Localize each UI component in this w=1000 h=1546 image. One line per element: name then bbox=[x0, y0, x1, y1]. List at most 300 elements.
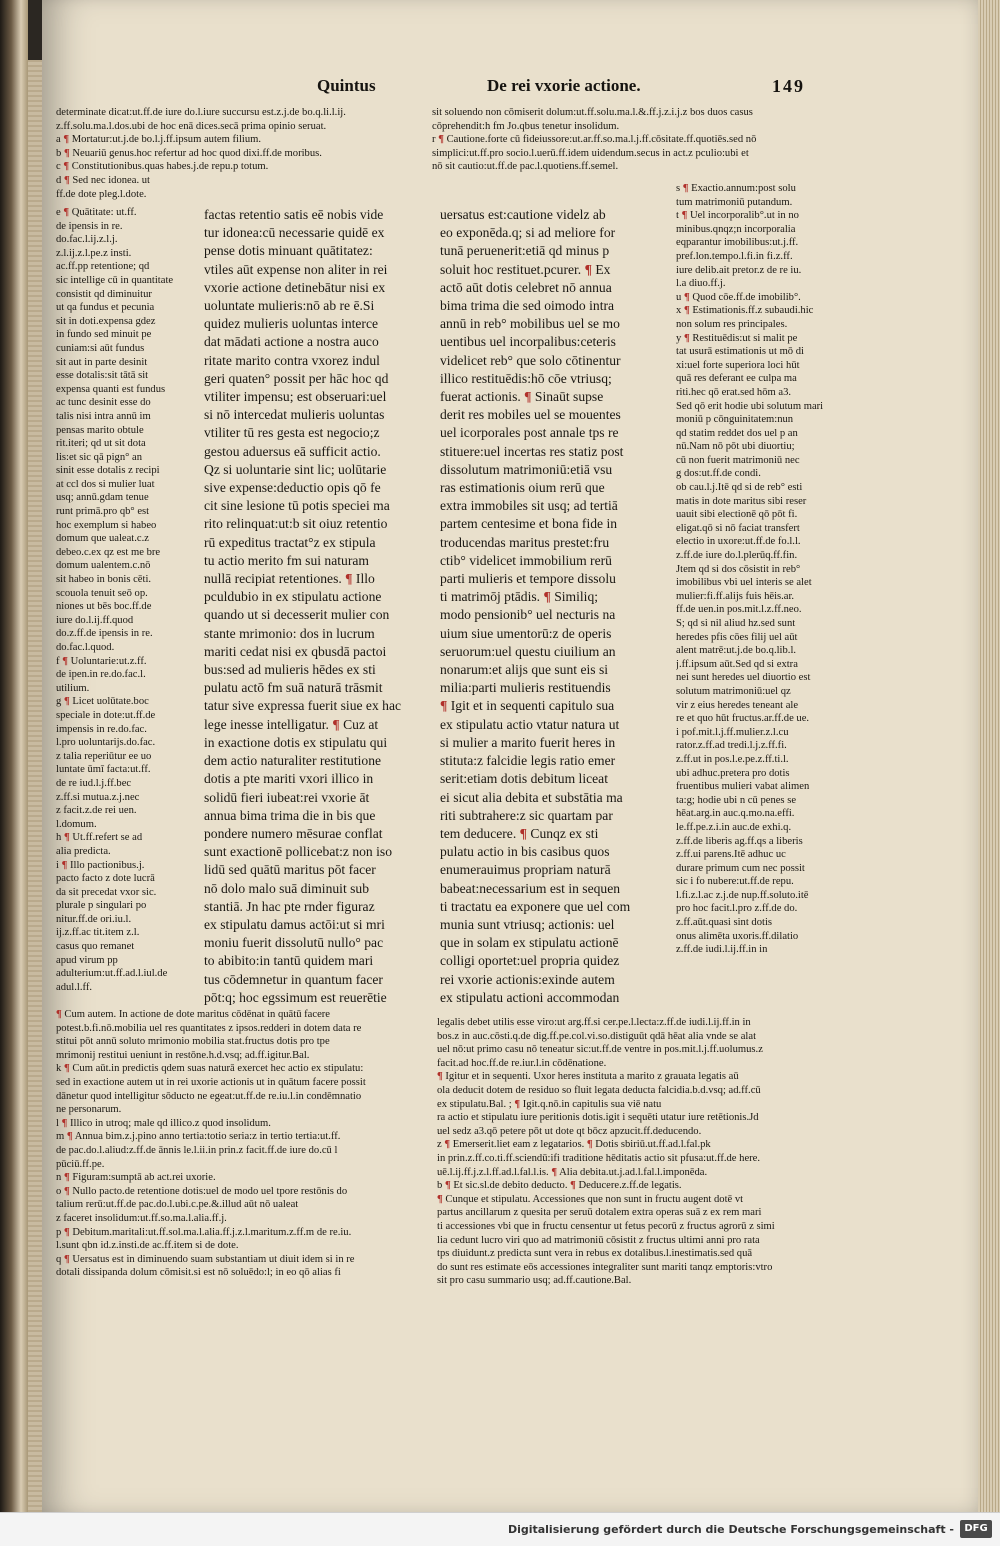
gloss-right-column bbox=[676, 182, 856, 1008]
main-text-line: colligi oportet:uel propria quidez bbox=[440, 953, 620, 969]
gloss-line: potest.b.fi.nō.mobilia uel res quantitates z ipsos.redderi in dotem data re bbox=[56, 1022, 362, 1034]
main-text-line: vxorie actione detinebātur nisi ex bbox=[204, 279, 386, 295]
gloss-line: do.fac.l.ij.z.l.j. bbox=[56, 234, 118, 246]
gloss-line: speciale in dote:ut.ff.de bbox=[56, 709, 156, 721]
gloss-line: i pof.mit.l.j.ff.mulier.z.l.cu bbox=[676, 726, 789, 738]
gloss-line: alent matrē:ut.j.de bo.q.lib.l. bbox=[676, 645, 797, 657]
main-text-line: stantiā. Jn hac pte rnder figuraz bbox=[204, 898, 375, 914]
gloss-line: lia cedunt lucro viri quo ad matrimoniū cōsistit z fructus ultimi anni pro rata bbox=[437, 1234, 760, 1246]
gloss-line: sit in doti.expensa gdez bbox=[56, 315, 156, 327]
gloss-line: casus quo remanet bbox=[56, 941, 135, 953]
gloss-line: de ipen.in re.do.fac.l. bbox=[56, 669, 146, 681]
footer-credit: Digitalisierung gefördert durch die Deutsche Forschungsgemeinschaft - bbox=[507, 1523, 954, 1536]
gloss-line: sed in exactione autem ut in rei uxorie actionis ut in quātum facere possit bbox=[56, 1076, 366, 1088]
rubric-pilcrow: ¶ bbox=[63, 161, 70, 173]
main-text-line: fuerat actionis. ¶ Sinaūt supse bbox=[440, 389, 604, 405]
gloss-line: pūciū.ff.pe. bbox=[56, 1158, 105, 1170]
gloss-line: eligat.qō si nō faciat transfert bbox=[676, 522, 800, 534]
gloss-line: legalis debet utilis esse viro:ut arg.ff.si cer.pe.l.lecta:z.ff.de iudi.l.ij.ff.in in bbox=[437, 1017, 751, 1028]
main-text-line: partem centesime et bona fide in bbox=[440, 516, 618, 532]
rubric-pilcrow: ¶ bbox=[444, 1139, 451, 1151]
main-text-line: nonarum:et alijs que sunt eis si bbox=[440, 662, 609, 678]
gloss-line: apud virum pp adulterium:ut.ff.ad.l.iul.de adul.l.ff. bbox=[56, 954, 168, 993]
rubric-pilcrow: ¶ bbox=[514, 1098, 521, 1110]
rubric-pilcrow: ¶ bbox=[63, 134, 70, 146]
rubric-pilcrow: ¶ bbox=[63, 1185, 70, 1197]
gloss-line: p ¶ Debitum.maritali:ut.ff.sol.ma.l.alia.ff.j.z.l.maritum.z.ff.m de re.iu. bbox=[56, 1226, 352, 1238]
gloss-line: debeo.c.ex qz est me bre bbox=[56, 546, 161, 558]
main-text-line: tem deducere. ¶ Cunqz ex sti bbox=[440, 825, 599, 841]
main-text-line: dem actio naturaliter restitutione bbox=[204, 753, 382, 769]
gloss-line: ubi adhuc.pretera pro dotis bbox=[676, 767, 790, 779]
gloss-line: n ¶ Figuram:sumptā ab act.rei uxorie. bbox=[56, 1172, 216, 1184]
gloss-line: partus ancillarum z quesita per seruū dotalem extra operas suā z ex rem mari bbox=[437, 1207, 762, 1219]
main-text-line: videlicet reb° que solo cōtinentur bbox=[440, 352, 621, 368]
gloss-line: nū.Nam nō pōt ubi diuortiu; bbox=[676, 441, 795, 453]
gloss-line: g ¶ Licet uolūtate.boc bbox=[56, 696, 149, 708]
gloss-line: nei sunt heredes uel diuortio est bbox=[676, 672, 811, 684]
gloss-line: expensa quanti est fundus bbox=[56, 383, 166, 395]
gloss-line: cuniam:si aūt fundus bbox=[56, 342, 145, 354]
rubric-pilcrow: ¶ bbox=[584, 261, 592, 277]
main-text-line: sive expense:deductio opis qō fe bbox=[204, 480, 381, 496]
running-head-center: De rei vxorie actione. bbox=[487, 76, 641, 95]
gloss-line: t ¶ Uel incorporalib°.ut in no bbox=[676, 210, 799, 222]
rubric-pilcrow: ¶ bbox=[437, 1071, 443, 1083]
gloss-line: z.ff.solu.ma.l.dos.ubi de hoc enā dices.secā prima opinio seruat. bbox=[56, 120, 327, 132]
gloss-line: g dos:ut.ff.de condi. bbox=[676, 468, 761, 480]
rubric-pilcrow: ¶ bbox=[444, 1180, 451, 1192]
main-text-line: soluit hoc restituet.pcurer. ¶ Ex bbox=[440, 261, 611, 277]
gloss-line: ne personarum. bbox=[56, 1104, 122, 1116]
gloss-line: e ¶ Quātitate: ut.ff. bbox=[56, 207, 137, 218]
gloss-line: fruentibus mulieri vabat alimen bbox=[676, 781, 810, 793]
gloss-line: solutum matrimoniū:uel qz bbox=[676, 685, 791, 697]
gloss-line: sit aut in parte desinit bbox=[56, 356, 148, 368]
gloss-line: imobilibus vbi uel interis se alet bbox=[676, 577, 812, 589]
gloss-line: a ¶ Mortatur:ut.j.de bo.l.j.ff.ipsum autem filium. bbox=[56, 134, 262, 146]
gloss-line: nitur.ff.de ori.iu.l. bbox=[56, 913, 132, 925]
gloss-line: S; qd si nil aliud hz.sed sunt bbox=[676, 618, 796, 629]
gloss-line: uauit sibi electionē qō pōt fi. bbox=[676, 509, 798, 521]
gloss-line: in fundo sed minuit pe bbox=[56, 329, 152, 341]
main-text-line: troducendas maritus prestet:fru bbox=[440, 534, 610, 550]
rubric-pilcrow: ¶ bbox=[683, 332, 690, 344]
gloss-line: le.ff.pe.z.i.in auc.de exhi.q. bbox=[676, 821, 792, 833]
main-text-line: si mulier a marito fuerit heres in bbox=[440, 734, 616, 750]
gloss-left-column bbox=[56, 206, 202, 1004]
gloss-line: l ¶ Illico in utroq; male qd illico.z quod insolidum. bbox=[56, 1117, 271, 1129]
gloss-line: ff.de uen.in pos.mit.l.z.ff.neo. bbox=[676, 604, 802, 616]
main-text-line: extra immobiles sit usq; ad tertiā bbox=[440, 498, 618, 514]
rubric-pilcrow: ¶ bbox=[586, 1139, 593, 1151]
gloss-line: tat usurā estimationis ut mō di bbox=[676, 346, 804, 358]
gloss-line: qd statim reddet dos uel p an bbox=[676, 427, 798, 439]
rubric-pilcrow: ¶ bbox=[63, 832, 70, 844]
gloss-line: uē.l.ij.ff.j.z.l.ff.ad.l.fal.l.is. ¶ Alia debita.ut.j.ad.l.fal.l.imponēda. bbox=[437, 1166, 708, 1178]
gloss-line: b ¶ Et sic.sl.de debito deducto. ¶ Deducere.z.ff.de legatis. bbox=[437, 1180, 682, 1192]
gloss-line: de ipensis in re. bbox=[56, 220, 123, 232]
rubric-pilcrow: ¶ bbox=[63, 207, 70, 218]
rubric-pilcrow: ¶ bbox=[63, 1063, 70, 1075]
main-text-line: derit res mobiles uel se mouentes bbox=[440, 407, 621, 423]
gloss-line: l.domum. bbox=[56, 818, 97, 830]
main-text-line: dissolutum matrimoniū:etiā vsu bbox=[440, 461, 613, 477]
gloss-line: o ¶ Nullo pacto.de retentione dotis:uel de modo uel tpore restōnis do bbox=[56, 1185, 348, 1197]
gloss-line: alia predicta. bbox=[56, 845, 111, 857]
rubric-pilcrow: ¶ bbox=[524, 389, 532, 405]
gloss-line: m ¶ Annua bim.z.j.pino anno tertia:totio seria:z in tertio tertia:ut.ff. bbox=[56, 1131, 341, 1143]
rubric-pilcrow: ¶ bbox=[438, 134, 444, 146]
main-text-line: ex stipulatu actio vtatur natura ut bbox=[440, 716, 620, 732]
gloss-line: rit.iteri; qd ut sit dota bbox=[56, 438, 146, 450]
gloss-line: ex stipulatu.Bal. ; ¶ Igit.q.nō.in capitulis sua viē natu bbox=[437, 1098, 662, 1110]
gloss-line: determinate dicat:ut.ff.de iure do.l.iure succursu est.z.j.de bo.q.li.l.ij. bbox=[56, 107, 346, 118]
gloss-line: i ¶ Illo pactionibus.j. bbox=[56, 859, 145, 871]
main-text-line: mariti cedat nisi ex qbusdā pactoi bbox=[204, 643, 387, 659]
gloss-line: k ¶ Cum aūt.in predictis qdem suas naturā exercet hec actio ex stipulatu: bbox=[56, 1063, 364, 1075]
gloss-line: f ¶ Uoluntarie:ut.z.ff. bbox=[56, 655, 147, 667]
main-text-line: in exactione dotis ex stipulatu qui bbox=[204, 734, 388, 750]
footer-bar bbox=[0, 1512, 1000, 1546]
gloss-line: ut qa fundus et pecunia bbox=[56, 302, 155, 314]
gloss-line: z talia reperiūtur ee uo bbox=[56, 750, 152, 762]
book-page bbox=[42, 0, 980, 1512]
main-text-line: vtiliter impensu; est obseruari:uel bbox=[204, 389, 387, 405]
gloss-line: s ¶ Exactio.annum:post solu bbox=[676, 183, 796, 194]
gloss-line: luntate ūmī facta:ut.ff. bbox=[56, 764, 151, 776]
main-text-line: annua bima trima die in bis que bbox=[204, 807, 376, 823]
gloss-line: in prin.z.ff.co.ti.ff.sciendū:ifi traditione hēditatis actio sit pfusa:ut.ff.de here. bbox=[437, 1152, 761, 1164]
gloss-line: utilium. bbox=[56, 682, 90, 694]
main-text-line: to abibito:in tantū quidem mari bbox=[204, 953, 374, 969]
main-text-line: illico restituēdis:hō cōe vtriusq; bbox=[440, 370, 612, 386]
main-text-line: Qz si uoluntarie sint lic; uolūtarie bbox=[204, 461, 387, 477]
main-text-line: vtiles aūt expense non aliter in rei bbox=[204, 261, 388, 277]
gloss-line: ra actio et stipulatu iure peritionis dotis.igit i sequēti utatur iure retētionis.Jd bbox=[437, 1112, 759, 1124]
gloss-line: niones ut bēs boc.ff.de bbox=[56, 601, 152, 613]
rubric-pilcrow: ¶ bbox=[61, 859, 68, 871]
rubric-pilcrow: ¶ bbox=[543, 589, 551, 605]
rubric-pilcrow: ¶ bbox=[63, 174, 70, 186]
gloss-line: vir z eius heredes teneant ale bbox=[676, 699, 799, 711]
gloss-line: z facit.z.de rei uen. bbox=[56, 805, 137, 817]
main-text-line: gestou aduersus eā sufficit actio. bbox=[204, 443, 381, 459]
rubric-pilcrow: ¶ bbox=[345, 571, 353, 587]
folio-number: 149 bbox=[772, 76, 805, 96]
rubric-pilcrow: ¶ bbox=[332, 716, 340, 732]
main-text-line: riti subtrahere:z sic quartam par bbox=[440, 807, 613, 823]
main-text-line: pense dotis minuant quātitatez: bbox=[204, 243, 373, 259]
main-text-line: tur idonea:cū necessarie quidē ex bbox=[204, 225, 385, 241]
gloss-line: q ¶ Uersatus est in diminuendo suam substantiam ut diuit idem si in re bbox=[56, 1253, 355, 1265]
gloss-line: z.ff.de iudi.l.ij.ff.in in bbox=[676, 944, 768, 956]
gloss-line: tps diuidunt.z predicta sunt vera in rebus ex dotalibus.l.inestimatis.sed quā bbox=[437, 1248, 753, 1260]
gloss-line: heredes pfis cōes filij uel aūt bbox=[676, 631, 798, 643]
gloss-line: moniū p cōnguinitatem:nun bbox=[676, 414, 794, 426]
main-text-line: lege inesse intelligatur. ¶ Cuz at bbox=[204, 716, 379, 732]
main-text-line: sunt exactionē pollicebat:z non iso bbox=[204, 844, 392, 860]
gloss-line: iure delib.ait pretor.z de re iu. bbox=[676, 264, 802, 276]
main-text-line: stituta:z falcidie legis ratio emer bbox=[440, 753, 616, 769]
gloss-line: talium rerū:ut.ff.de pac.do.l.ubi.c.pe.&.illud aūt nō ualeat bbox=[56, 1199, 299, 1211]
gloss-line: u ¶ Quod cōe.ff.de imobilib°. bbox=[676, 291, 801, 303]
gloss-line: ij.z.ff.ac tit.item z.l. bbox=[56, 927, 140, 939]
main-text-line: ti tractatu ea exponere que uel com bbox=[440, 898, 631, 914]
gloss-line: runt primā.pro qb° est bbox=[56, 506, 150, 518]
gloss-line: Sed qō erit hodie ubi solutum mari bbox=[676, 400, 824, 412]
gloss-line: do sunt res estimate eōs accessiones integraliter sunt mariti tanqz emptoris:vtro bbox=[437, 1261, 773, 1273]
running-head bbox=[42, 76, 980, 100]
gloss-line: re et quo hūt fructus.ar.ff.de ue. bbox=[676, 713, 810, 725]
gloss-line: lis:et sic qā pign° an bbox=[56, 451, 143, 463]
gloss-line: z.ff.ut in pos.l.e.pe.z.ff.ti.l. bbox=[676, 753, 789, 765]
gloss-line: j.ff.ipsum aūt.Sed qd si extra bbox=[676, 658, 798, 670]
main-text-line: quando ut si decesserit mulier con bbox=[204, 607, 390, 623]
main-text-line: pondere numero mēsurae conflat bbox=[204, 825, 383, 841]
gloss-line: z.ff.si mutua.z.j.nec bbox=[56, 791, 140, 803]
gloss-line: uel nō:ut primo casu nō teneatur sic:ut.ff.de ventre in pos.mit.l.j.ff.uolumus.z bbox=[437, 1044, 763, 1056]
main-text-line: rū expeditus tractat°z ex stipula bbox=[204, 534, 376, 550]
main-text-line: vtiliter tū res gesta est negocio;z bbox=[204, 425, 380, 441]
gloss-line: cū non fuerit matrimoniū nec bbox=[676, 454, 800, 466]
gloss-line: at ccl dos si mulier luat bbox=[56, 478, 155, 490]
main-text-line: enumerauimus propriam naturā bbox=[440, 862, 611, 878]
main-text-line: rei vxorie actionis:exinde autem bbox=[440, 971, 615, 987]
gloss-line: ac.ff.pp retentione; qd bbox=[56, 261, 150, 273]
main-text-line: munia sunt vtriusq; actionis: uel bbox=[440, 916, 615, 932]
main-text-line: ei sicut alia debita et substātia ma bbox=[440, 789, 623, 805]
gloss-line: sit habeo in bonis cēti. bbox=[56, 574, 152, 586]
main-text-line: pculdubio in ex stipulatu actione bbox=[204, 589, 382, 605]
main-text-line: factas retentio satis eē nobis vide bbox=[204, 207, 384, 222]
gloss-line: eqparantur imobilibus:ut.j.ff. bbox=[676, 237, 799, 249]
gloss-line: z.ff.ui parens.Itē adhuc uc bbox=[676, 849, 786, 861]
rubric-pilcrow: ¶ bbox=[437, 1193, 443, 1205]
main-text-line: stante mrimonio: dos in lucrum bbox=[204, 625, 375, 641]
gloss-line: do.z.ff.de ipensis in re. bbox=[56, 628, 153, 640]
rubric-pilcrow: ¶ bbox=[61, 1117, 68, 1129]
rubric-pilcrow: ¶ bbox=[63, 1172, 70, 1184]
main-text-line: dotis a pte mariti vxori illico in bbox=[204, 771, 374, 787]
main-text-column-left bbox=[204, 206, 422, 1006]
gloss-line: sinit esse dotalis z recipi bbox=[56, 465, 160, 477]
gloss-line: r ¶ Cautione.forte cū fideiussore:ut.ar.ff.so.ma.l.j.ff.cōsitate.ff.quotiēs.sed nō bbox=[432, 134, 757, 146]
rubric-pilcrow: ¶ bbox=[681, 210, 688, 222]
main-text-line: ex stipulatu actioni accommodan bbox=[440, 989, 620, 1005]
gloss-line: x ¶ Estimationis.ff.z subaudi.hic bbox=[676, 305, 814, 317]
gloss-line: hoc exemplum si habeo bbox=[56, 519, 157, 531]
gloss-line: y ¶ Restituēdis:ut si malit pe bbox=[676, 332, 798, 344]
gloss-line: ta:g; hodie ubi n cū penes se bbox=[676, 794, 797, 806]
gloss-line: z.l.ij.z.l.pe.z insti. bbox=[56, 247, 132, 259]
gloss-line: mrimonij restitui ueniunt in restōne.h.d.vsq; ad.ff.igitur.Bal. bbox=[56, 1049, 310, 1061]
gloss-line: pref.lon.tempo.l.fi.in fi.z.ff. bbox=[676, 250, 793, 262]
gloss-line: ¶ Cunque et stipulatu. Accessiones que non sunt in fructu augent dotē vt bbox=[437, 1193, 744, 1205]
main-text-line: tatur sive expressa fuerit siue ex hac bbox=[204, 698, 402, 714]
main-text-line: cit sine lesione tū potis speciei ma bbox=[204, 498, 390, 514]
main-text-line: pōt:q; hoc egssimum est reuerētie bbox=[204, 989, 387, 1005]
main-text-line: solidū fieri iubeat:rei vxorie āt bbox=[204, 789, 370, 805]
gloss-line: electio in uxore:ut.ff.de fo.l.l. bbox=[676, 536, 801, 548]
rubric-pilcrow: ¶ bbox=[63, 147, 70, 159]
main-text-line: stituere:uel incertas res statiz post bbox=[440, 443, 624, 459]
gloss-line: domum que ualeat.c.z bbox=[56, 533, 149, 545]
main-text-line: ctib° videlicet immobilium rerū bbox=[440, 552, 612, 568]
rubric-pilcrow: ¶ bbox=[683, 291, 690, 303]
gloss-line: rator.z.ff.ad tredi.l.j.z.ff.fi. bbox=[676, 740, 787, 752]
gloss-line: tum matrimoniū putandum. bbox=[676, 196, 793, 208]
main-text-line: dat mādati actione a nostra auco bbox=[204, 334, 379, 350]
main-text-line: lidū sed quātū maritus pōt facer bbox=[204, 862, 376, 878]
main-text-line: eo exponēda.q; si ad meliore for bbox=[440, 225, 616, 241]
main-text-line: pulatu actō fm suā naturā trāsmit bbox=[204, 680, 383, 696]
gloss-line: z.ff.de liberis ag.ff.qs a liberis bbox=[676, 835, 803, 847]
gloss-line: de pac.do.l.aliud:z.ff.de ānnis le.l.ii.in prin.z facit.ff.de iure do.cū l bbox=[56, 1144, 338, 1156]
gloss-line: scouola tenuit seō op. bbox=[56, 587, 148, 599]
gloss-line: dānetur quod intelligitur sōducto ne egeat:ut.ff.de re.iu.l.in condēmnatio bbox=[56, 1090, 362, 1102]
main-text-line: quidez mulieris uoluntas interce bbox=[204, 316, 379, 332]
main-text-line: actō aūt dotis celebret nō annua bbox=[440, 279, 612, 295]
main-text-line: si nō intercedat mulieris uoluntas bbox=[204, 407, 385, 423]
gloss-line: non solum res principales. bbox=[676, 318, 788, 330]
gloss-line: simplici:ut.ff.pro socio.l.uerū.ff.idem uidendum.secus in act.z pculio:ubi et bbox=[432, 147, 749, 159]
rubric-pilcrow: ¶ bbox=[440, 698, 448, 714]
book-spine-edge bbox=[0, 0, 28, 1545]
gloss-line: z.ff.de iure do.l.plerūq.ff.fin. bbox=[676, 550, 798, 562]
main-text-line: uium siue umentorū:z de operis bbox=[440, 625, 612, 641]
gloss-line: c ¶ Constitutionibus.quas habes.j.de repu.p totum. bbox=[56, 161, 269, 173]
main-text-line: ritate marito contra vxorez indul bbox=[204, 352, 380, 368]
main-text-line: moniu fuerit dissolutū nullo° pac bbox=[204, 935, 384, 951]
gloss-line: pensas marito obtule bbox=[56, 424, 144, 436]
gloss-line: de re iud.l.j.ff.bec bbox=[56, 777, 132, 789]
gloss-line: da sit precedat vxor sic. bbox=[56, 886, 157, 898]
gloss-line: mulier:fi.ff.alijs fuis hēis.ar. bbox=[676, 590, 795, 602]
main-text-line: rito relinquat:ut:b sit oiuz retentio bbox=[204, 516, 388, 532]
gloss-line: plurale p singulari po bbox=[56, 900, 147, 912]
rubric-pilcrow: ¶ bbox=[519, 825, 527, 841]
gloss-line: ff.de dote pleg.l.dote. bbox=[56, 188, 147, 200]
gloss-line: ola deducit dotem de residuo so fluit legata deducta falcidia.b.d.vsq; ad.ff.cū bbox=[437, 1084, 761, 1096]
main-text-line: ti matrimōj ptādis. ¶ Similiq; bbox=[440, 589, 599, 605]
main-text-line: uoluntate mulieris:nō ab re ē.Si bbox=[204, 298, 375, 314]
gloss-line: ¶ Cum autem. In actione de dote maritus cōdēnat in quātū facere bbox=[56, 1009, 331, 1020]
gloss-line: sic i fo nubere:ut.ff.de repu. bbox=[676, 876, 794, 888]
rubric-pilcrow: ¶ bbox=[56, 1009, 62, 1020]
gloss-line: usq; annū.gdam tenue bbox=[56, 492, 149, 504]
running-head-left: Quintus bbox=[317, 76, 376, 95]
rubric-pilcrow: ¶ bbox=[63, 1253, 70, 1265]
gloss-line: iure do.l.ij.ff.quod bbox=[56, 614, 134, 626]
gloss-line: cōprehendit:h fm Jo.qbus tenetur insolidum. bbox=[432, 120, 620, 132]
gloss-line: talis nisi intra annū im bbox=[56, 410, 151, 422]
dfg-logo: DFG bbox=[960, 1520, 992, 1538]
gloss-line: facit.ad hoc.ff.de re.iur.l.in cōdēnatione. bbox=[437, 1057, 607, 1069]
gloss-line: onus alimēta uxoris.ff.dilatio bbox=[676, 930, 799, 942]
gloss-line: dotali dissipanda dolum cōmisit.si est nō soluēdo:l; in eo qō alias fi bbox=[56, 1267, 341, 1279]
gloss-line: pacto facto z dote lucrā bbox=[56, 873, 155, 885]
gloss-line: minibus.qnqz;n incorporalia bbox=[676, 223, 796, 235]
main-text-line: parti mulieris et tempore dissolu bbox=[440, 571, 616, 587]
main-text-column-right bbox=[440, 206, 655, 1006]
main-text-line: que in solam ex stipulatu actionē bbox=[440, 935, 619, 951]
main-text-line: ras estimationis oium rerū que bbox=[440, 480, 605, 496]
gloss-line: consistit qd diminuitur bbox=[56, 288, 152, 300]
main-text-line: pulatu actio in bis casibus quos bbox=[440, 844, 610, 860]
main-text-line: milia:parti mulieris restituendis bbox=[440, 680, 611, 696]
rubric-pilcrow: ¶ bbox=[683, 305, 690, 317]
gloss-line: quā res deferant ee culpa ma bbox=[676, 373, 797, 385]
gloss-line: d ¶ Sed nec idonea. ut bbox=[56, 174, 150, 186]
main-text-line: nō dolo malo suā diminuit sub bbox=[204, 880, 370, 896]
gloss-line: sit pro casu summario usq; ad.ff.cautione.Bal. bbox=[437, 1275, 632, 1287]
gloss-line: sit soluendo non cōmiserit dolum:ut.ff.solu.ma.l.&.ff.j.z.i.j.z bos duos casus bbox=[432, 107, 753, 118]
gloss-line: sic intellige cū in quantitate bbox=[56, 274, 174, 286]
main-text-line: uentibus uel incorpalibus:ceteris bbox=[440, 334, 616, 350]
gloss-line: nō sit cautio:ut.ff.de pac.l.quotiens.ff.semel. bbox=[432, 161, 619, 173]
gloss-top-block bbox=[56, 106, 426, 206]
main-text-line: bus:sed ad mulieris hēdes ex sti bbox=[204, 662, 376, 678]
main-text-line: babeat:necessarium est in sequen bbox=[440, 880, 621, 896]
gloss-line: uel sedz a3.qō petere pōt ut dote qt bōcz apzucit.ff.deducendo. bbox=[437, 1125, 702, 1137]
gloss-line: do.fac.l.quod. bbox=[56, 642, 115, 653]
gloss-line: domum ualentem.c.nō bbox=[56, 560, 151, 572]
main-text-line: seruorum:uel questu ciuilium an bbox=[440, 643, 616, 659]
gloss-line: b ¶ Neuariū genus.hoc refertur ad hoc quod dixi.ff.de moribus. bbox=[56, 147, 322, 159]
gloss-line: z ¶ Emerserit.liet eam z legatarios. ¶ Dotis sbiriū.ut.ff.ad.l.fal.pk bbox=[437, 1139, 711, 1151]
rubric-pilcrow: ¶ bbox=[551, 1166, 558, 1178]
rubric-pilcrow: ¶ bbox=[66, 1131, 73, 1143]
gloss-line: durare primum cum nec possit bbox=[676, 862, 805, 874]
rubric-pilcrow: ¶ bbox=[682, 183, 689, 194]
gloss-line: stitui pōt annū soluto mrimonio mobilia stat.fructus dotis pro tpe bbox=[56, 1036, 330, 1048]
gloss-line: z faceret insolidum:ut.ff.so.ma.l.alia.ff.j. bbox=[56, 1212, 227, 1224]
rubric-pilcrow: ¶ bbox=[63, 1226, 70, 1238]
main-text-line: ex stipulatu damus actōi:ut si mri bbox=[204, 916, 385, 932]
main-text-line: modo pensionib° uel necturis na bbox=[440, 607, 616, 623]
main-text-line: ¶ Igit et in sequenti capitulo sua bbox=[440, 698, 615, 714]
gloss-line: ¶ Igitur et in sequenti. Uxor heres instituta a marito z grauata legatis aū bbox=[437, 1071, 739, 1083]
main-text-line: tu actio merito fm sui naturam bbox=[204, 552, 369, 568]
page-fore-edge bbox=[978, 0, 1000, 1512]
gloss-line: ti accessiones vbi que in fructu censentur ut fetus pecorū z fructus agrorū z simi bbox=[437, 1220, 775, 1232]
main-text-line: uel icorporales post annale tps re bbox=[440, 425, 619, 441]
main-text-line: nullā recipiat retentiones. ¶ Illo bbox=[204, 571, 375, 587]
gloss-line: pro hoc facit.l.pro z.ff.de do. bbox=[676, 903, 798, 915]
gloss-line: l.pro uoluntarijs.do.fac. bbox=[56, 737, 156, 749]
gloss-line: impensis in re.do.fac. bbox=[56, 723, 147, 735]
main-text-line: uersatus est:cautione videlz ab bbox=[440, 207, 606, 222]
main-text-line: bima trima die sed oimodo intra bbox=[440, 298, 615, 314]
rubric-pilcrow: ¶ bbox=[62, 655, 68, 667]
gloss-line: bos.z in auc.cōsti.q.de dig.ff.pe.col.vi.so.distiguūt qdā hēat alia vnde se alat bbox=[437, 1030, 757, 1042]
main-text-line: geri quaten° possit per hāc hoc qd bbox=[204, 370, 389, 386]
gloss-line: matis in dote maritus sibi reser bbox=[676, 495, 807, 507]
main-text-line: annū in reb° mobilibus uel se mo bbox=[440, 316, 620, 332]
gloss-line: esse dotalis:sit tātā sit bbox=[56, 370, 149, 382]
gloss-line: ac tunc desinit esse do bbox=[56, 397, 151, 409]
gloss-bottom-right-block bbox=[437, 1016, 867, 1290]
gloss-line: l.fi.z.l.ac z.j.de nup.ff.soluto.itē bbox=[676, 889, 809, 901]
gloss-line: riti.hec qō erat.sed hōm a3. bbox=[676, 386, 792, 398]
gloss-line: xi:uel forte superiora loci hūt bbox=[676, 359, 800, 371]
rubric-pilcrow: ¶ bbox=[570, 1180, 576, 1192]
gloss-line: ob cau.l.j.Itē qd si de reb° esti bbox=[676, 482, 803, 494]
gloss-line: Jtem qd si dos cōsistit in reb° bbox=[676, 563, 801, 575]
rubric-pilcrow: ¶ bbox=[63, 696, 70, 708]
gloss-line: l.a diuo.ff.j. bbox=[676, 278, 726, 290]
